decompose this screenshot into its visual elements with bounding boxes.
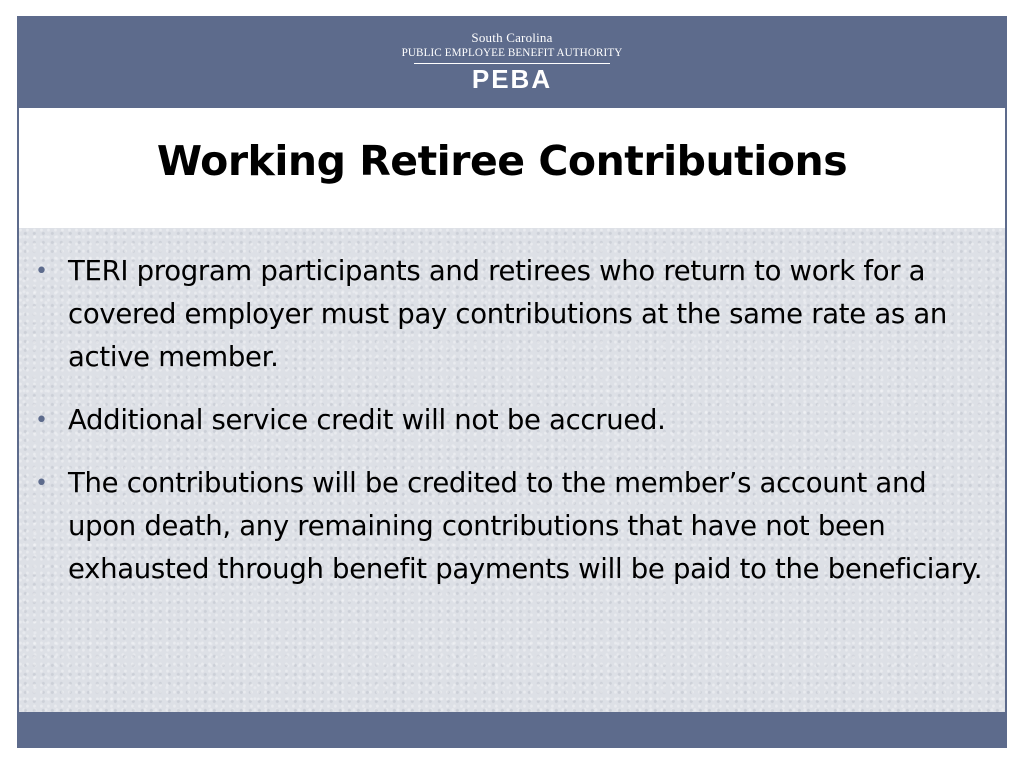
logo-state-name: South Carolina	[471, 30, 553, 45]
logo-wordmark: PEBA	[471, 64, 553, 94]
bullet-dot-icon: •	[35, 471, 48, 496]
logo-agency-name: PUBLIC EMPLOYEE BENEFIT AUTHORITY	[401, 45, 623, 59]
bullet-text: TERI program participants and retirees who return to work for a covered employer must pay contributions at the same rate as an active member.	[68, 255, 948, 373]
bullet-dot-icon: •	[35, 259, 48, 284]
bullet-item	[31, 250, 991, 379]
bullet-list	[31, 250, 991, 611]
footer-band	[17, 712, 1007, 748]
title-band	[19, 108, 1005, 228]
peba-logo	[387, 30, 637, 98]
bullet-text: Additional service credit will not be accrued.	[68, 404, 666, 436]
bullet-dot-icon: •	[35, 408, 48, 433]
bullet-item	[31, 462, 991, 591]
slide	[17, 16, 1007, 748]
header-band	[17, 16, 1007, 108]
bullet-text: The contributions will be credited to the member’s account and upon death, any remaining contributions that have not been exhausted through benefit payments will be paid to the beneficiary.	[68, 467, 983, 585]
slide-title: Working Retiree Contributions	[156, 137, 848, 185]
bullet-item	[31, 399, 991, 442]
content-area	[19, 228, 1005, 712]
